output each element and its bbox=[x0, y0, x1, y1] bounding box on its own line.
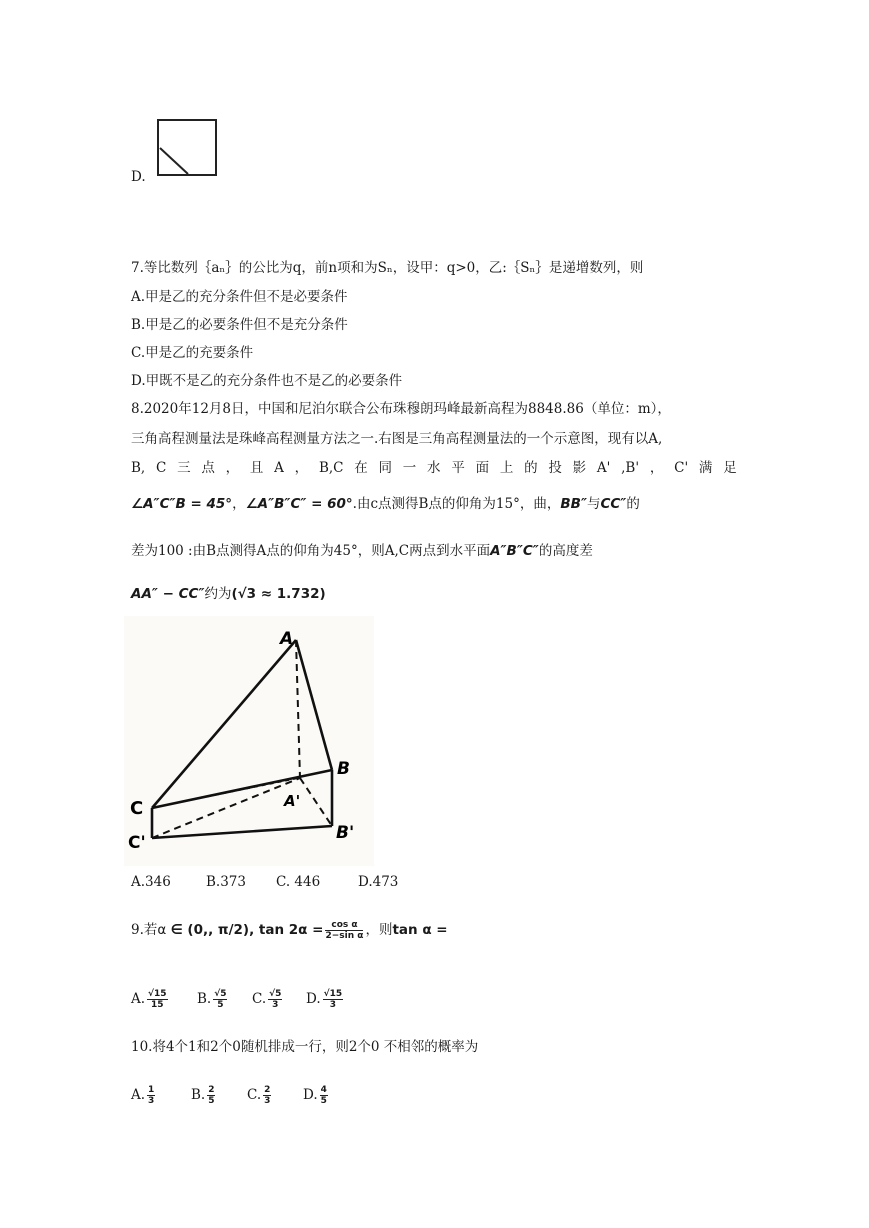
q8-line3-word: 三 bbox=[177, 460, 191, 476]
q8-line3-word: ， bbox=[225, 460, 240, 476]
q8-line3-word: B, bbox=[131, 460, 146, 476]
q7-option-d: D.甲既不是乙的充分条件也不是乙的必要条件 bbox=[131, 373, 403, 389]
q10-option-d bbox=[303, 1085, 330, 1106]
q8-line5-start: 差为100 :由B点测得A点的仰角为45°，则A,C两点到水平面 bbox=[131, 543, 491, 559]
q8-line-6 bbox=[131, 584, 326, 604]
q8-line3-word: A' bbox=[596, 460, 611, 476]
q9-d-frac bbox=[323, 989, 344, 1010]
q8-label-a-prime: A' bbox=[284, 792, 301, 810]
q8-label-b: B bbox=[337, 759, 350, 779]
q8-sep: ， bbox=[232, 496, 246, 512]
q9-c-frac bbox=[268, 989, 282, 1010]
q8-option-c: C. 446 bbox=[276, 874, 321, 890]
q9-option-d bbox=[306, 989, 345, 1010]
q8-plane: A″B″C″ bbox=[490, 543, 539, 559]
q8-option-a: A.346 bbox=[131, 874, 171, 890]
q8-line3-word: 上 bbox=[499, 460, 514, 476]
q8-approx: (√3 ≈ 1.732) bbox=[231, 586, 326, 602]
q9-option-b bbox=[197, 986, 252, 1012]
q9-c-num: √5 bbox=[269, 989, 282, 999]
q7-stem: 7.等比数列｛aₙ｝的公比为q，前n项和为Sₙ，设甲：q>0，乙:｛Sₙ｝是递增数列，则 bbox=[131, 260, 644, 276]
q10-stem: 10.将4个1和2个0随机排成一行，则2个0 不相邻的概率为 bbox=[131, 1039, 479, 1055]
q8-label-b-prime: B' bbox=[336, 823, 355, 843]
q8-height-diff: AA″ − CC″ bbox=[131, 586, 205, 602]
q7-option-a: A.甲是乙的充分条件但不是必要条件 bbox=[131, 289, 348, 305]
q8-label-c-prime: C' bbox=[128, 833, 146, 853]
q9-options bbox=[131, 986, 345, 1012]
q8-line3-word: ,B' bbox=[621, 460, 640, 476]
q8-line4-end: 的 bbox=[626, 496, 640, 512]
q9-prefix: 9.若 bbox=[131, 922, 158, 938]
q8-line3-word: 点 bbox=[201, 460, 215, 476]
q8-line-1: 8.2020年12月8日，中国和尼泊尔联合公布珠穆朗玛峰最新高程为8848.86（单位：m）， bbox=[131, 401, 671, 417]
q8-option-b: B.373 bbox=[206, 874, 246, 890]
q10-d-label: D. bbox=[303, 1087, 318, 1103]
q8-line3-word: A bbox=[274, 460, 284, 476]
q8-cc: CC″ bbox=[600, 496, 627, 512]
q10-b-label: B. bbox=[191, 1087, 206, 1103]
q8-angle-2: ∠A″B″C″ = 60° bbox=[245, 496, 353, 512]
q8-line3-word: 的 bbox=[524, 460, 538, 476]
q8-label-c: C bbox=[130, 798, 144, 819]
q10-b-num: 2 bbox=[208, 1085, 215, 1095]
q10-option-b bbox=[191, 1082, 247, 1108]
q10-options bbox=[131, 1082, 330, 1108]
q7-option-b: B.甲是乙的必要条件但不是充分条件 bbox=[131, 317, 348, 333]
q8-line3-word: C bbox=[155, 460, 167, 476]
q6-option-d-label: D. bbox=[131, 169, 146, 185]
q8-line3-word: 投 bbox=[548, 460, 562, 476]
q8-line3-word: ， bbox=[649, 460, 664, 476]
q8-line3-word: B,C bbox=[318, 460, 344, 476]
q9-a-den: 15 bbox=[151, 1000, 164, 1010]
q9-frac-num: cos α bbox=[325, 920, 363, 931]
q9-math: ∈ (0,, π/2), tan 2α = bbox=[170, 922, 324, 938]
q8-line6-text: 约为 bbox=[204, 586, 232, 602]
q10-option-c bbox=[247, 1082, 303, 1108]
q10-c-label: C. bbox=[247, 1087, 262, 1103]
q9-tan: tan α = bbox=[392, 922, 448, 938]
q10-a-label: A. bbox=[131, 1087, 146, 1103]
q8-line3-word: 在 bbox=[354, 460, 368, 476]
q8-line3-word: C' bbox=[674, 460, 689, 476]
q8-line3-word: 一 bbox=[402, 460, 417, 476]
q9-d-label: D. bbox=[306, 991, 321, 1007]
q8-line3-word: 面 bbox=[475, 460, 490, 476]
q8-line3-word: 满 bbox=[698, 460, 713, 476]
q9-a-frac bbox=[147, 989, 168, 1010]
q9-d-num: √15 bbox=[323, 989, 343, 999]
q9-option-a bbox=[131, 986, 197, 1012]
q8-line3-word: 同 bbox=[378, 460, 393, 476]
q8-line3-word: 水 bbox=[427, 460, 441, 476]
q10-a-den: 3 bbox=[148, 1096, 155, 1106]
q6-option-d-figure bbox=[156, 118, 220, 182]
q8-option-d: D.473 bbox=[358, 874, 399, 890]
q9-c-den: 3 bbox=[272, 1000, 279, 1010]
q8-figure bbox=[124, 616, 374, 870]
q9-fraction bbox=[325, 920, 363, 941]
q9-option-c bbox=[252, 986, 306, 1012]
q8-line3-word: 平 bbox=[451, 460, 465, 476]
q10-d-frac bbox=[320, 1085, 328, 1106]
q8-line5-end: 的高度差 bbox=[538, 543, 593, 559]
q10-c-den: 3 bbox=[264, 1096, 271, 1106]
q8-options bbox=[131, 872, 398, 892]
q10-b-frac bbox=[207, 1085, 215, 1106]
q9-suffix: ，则 bbox=[365, 922, 393, 938]
q10-a-frac bbox=[147, 1085, 155, 1106]
q9-c-label: C. bbox=[252, 991, 267, 1007]
q8-line-4 bbox=[131, 494, 640, 514]
q9-a-label: A. bbox=[131, 991, 146, 1007]
q9-b-label: B. bbox=[197, 991, 212, 1007]
q8-line-2: 三角高程测量法是珠峰高程测量方法之一.右图是三角高程测量法的一个示意图，现有以A, bbox=[131, 431, 663, 447]
q8-line3-word: ， bbox=[294, 460, 309, 476]
q8-angle-1: ∠A″C″B = 45° bbox=[131, 496, 233, 512]
q9-a-num: √15 bbox=[148, 989, 167, 999]
q8-line3-word: 足 bbox=[723, 460, 737, 476]
q8-line4-text: .由c点测得B点的仰角为15°，曲， bbox=[352, 496, 561, 512]
q10-a-num: 1 bbox=[148, 1085, 155, 1095]
q10-d-den: 5 bbox=[320, 1096, 327, 1106]
q9-b-den: 5 bbox=[217, 1000, 224, 1010]
q8-label-a: A bbox=[280, 629, 294, 649]
q8-and: 与 bbox=[586, 496, 601, 512]
q9-alpha: α bbox=[157, 922, 167, 938]
q10-c-num: 2 bbox=[264, 1085, 271, 1095]
q9-b-frac bbox=[213, 989, 227, 1010]
q10-b-den: 5 bbox=[208, 1096, 215, 1106]
q8-line3-word: 且 bbox=[249, 460, 264, 476]
q10-c-frac bbox=[263, 1085, 271, 1106]
q9-frac-den: 2−sin α bbox=[325, 931, 364, 941]
q9-d-den: 3 bbox=[329, 1000, 337, 1010]
q7-option-c: C.甲是乙的充要条件 bbox=[131, 345, 254, 361]
q9-b-num: √5 bbox=[214, 989, 227, 999]
q8-line-5 bbox=[131, 541, 593, 561]
q10-d-num: 4 bbox=[320, 1085, 327, 1095]
q9-stem bbox=[131, 918, 448, 942]
q8-bb: BB″ bbox=[560, 496, 587, 512]
q8-line3-word: 影 bbox=[572, 460, 587, 476]
q10-option-a bbox=[131, 1082, 191, 1108]
q8-line-3 bbox=[131, 458, 737, 478]
